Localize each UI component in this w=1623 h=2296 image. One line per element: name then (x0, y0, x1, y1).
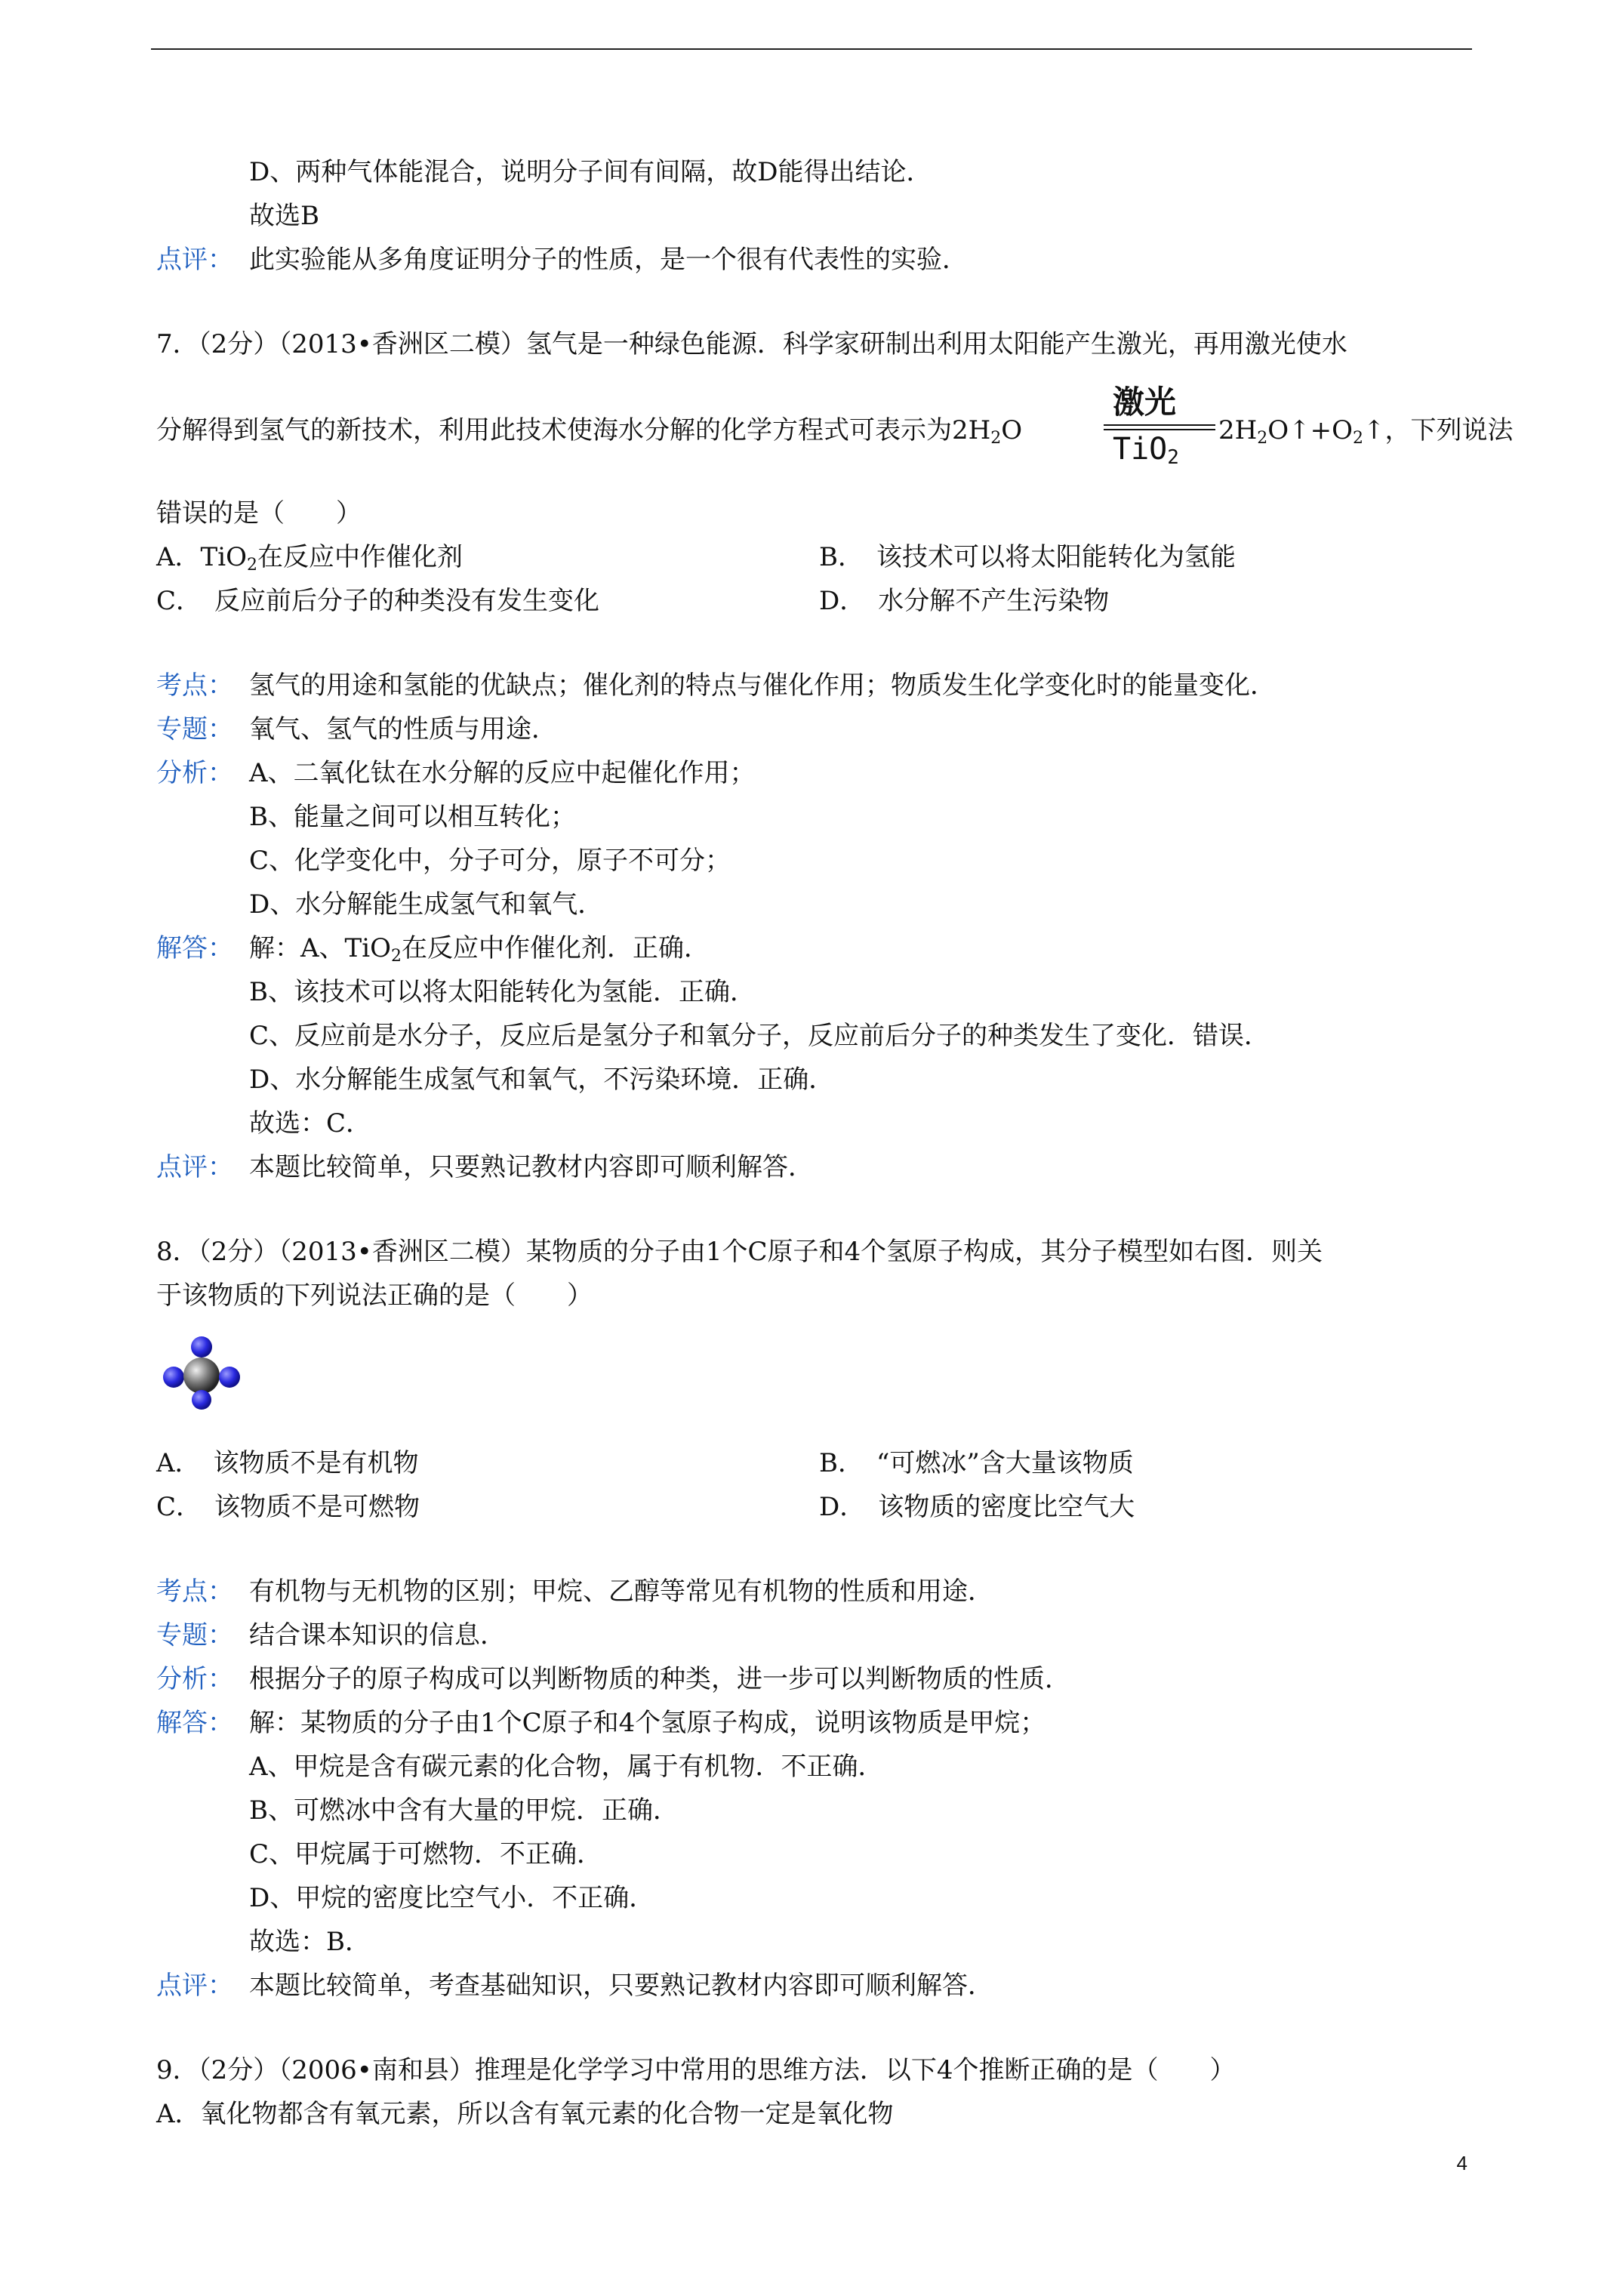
q8-option-a: A． 该物质不是有机物 (156, 1448, 419, 1478)
q7-jieda-line: C、反应前是水分子，反应后是氢分子和氧分子，反应前后分子的种类发生了变化．错误． (249, 1021, 1270, 1051)
q8-stem-line1: 8．（2分）（2013•香洲区二模）某物质的分子由1个C原子和4个氢原子构成，其分子模型如右图．则关 (156, 1237, 1323, 1267)
condition-laser: 激光 (1113, 384, 1177, 421)
q7-fenxi-line: C、化学变化中，分子可分，原子不可分； (249, 846, 731, 876)
q7-option-d: D． 水分解不产生污染物 (819, 586, 1110, 616)
q7-jieda-line: 解：A、TiO$_2$在反应中作催化剂．正确． (249, 933, 710, 966)
q7-stem-line1: 7．（2分）（2013•香洲区二模）氢气是一种绿色能源．科学家研制出利用太阳能产生激光，再用激光使水 (156, 329, 1347, 359)
q7-dianping: 本题比较简单，只要熟记教材内容即可顺利解答． (249, 1152, 814, 1182)
q7-kaodian: 氢气的用途和氢能的优缺点；催化剂的特点与催化作用；物质发生化学变化时的能量变化． (249, 670, 1276, 701)
hydrogen-atom (163, 1367, 184, 1388)
q8-jieda-line: D、甲烷的密度比空气小．不正确． (249, 1883, 655, 1913)
q6-option-d-analysis: D、两种气体能混合，说明分子间有间隔，故D能得出结论． (249, 157, 932, 187)
q8-jieda-line: 故选：B． (249, 1927, 371, 1957)
q7-stem-line3: 错误的是（ ） (156, 498, 362, 529)
header-rule (151, 48, 1472, 50)
q7-jieda-label: 解答： (156, 933, 233, 963)
condition-catalyst: TiO$_2$ (1113, 432, 1179, 469)
q9-stem: 9．（2分）（2006•南和县）推理是化学学习中常用的思维方法．以下4个推断正确的是（ ） (156, 2055, 1236, 2085)
q6-answer: 故选B (249, 201, 319, 231)
hydrogen-atom (191, 1336, 212, 1358)
page-number: 4 (1456, 2152, 1467, 2174)
q7-option-a: A．TiO$_2$在反应中作催化剂 (156, 542, 463, 575)
reaction-arrow-bar-2 (1104, 429, 1215, 430)
q9-option-a: A．氧化物都含有氧元素，所以含有氧元素的化合物一定是氧化物 (156, 2099, 894, 2129)
q7-jieda-line: D、水分解能生成氢气和氧气，不污染环境．正确． (249, 1065, 835, 1095)
q8-fenxi: 根据分子的原子构成可以判断物质的种类，进一步可以判断物质的性质． (249, 1664, 1070, 1694)
q7-jieda-line: 故选：C． (249, 1108, 372, 1139)
q7-fenxi-line: A、二氧化钛在水分解的反应中起催化作用； (249, 758, 756, 788)
q6-comment-text: 此实验能从多角度证明分子的性质，是一个很有代表性的实验． (249, 245, 968, 275)
q8-dianping: 本题比较简单，考查基础知识，只要熟记教材内容即可顺利解答． (249, 1971, 993, 2001)
q6-comment (156, 243, 233, 276)
reaction-arrow-bar (1104, 424, 1215, 426)
q7-fenxi-line: D、水分解能生成氢气和氧气． (249, 889, 604, 920)
q8-fenxi-label: 分析： (156, 1664, 233, 1694)
q7-fenxi-label: 分析： (156, 758, 233, 788)
hydrogen-atom (192, 1390, 211, 1410)
methane-molecule-model (160, 1335, 243, 1410)
q7-zhuanti: 氧气、氢气的性质与用途． (249, 714, 557, 744)
q7-stem-line2-end: $2H_2O↑+O_2↑$，下列说法 (1218, 415, 1514, 448)
q8-jieda-line: 解：某物质的分子由1个C原子和4个氢原子构成，说明该物质是甲烷； (249, 1708, 1046, 1738)
carbon-atom (183, 1358, 220, 1394)
q7-kaodian-label: 考点： (156, 670, 233, 701)
q7-fenxi-line: B、能量之间可以相互转化； (249, 802, 576, 832)
q7-jieda-line: B、该技术可以将太阳能转化为氢能．正确． (249, 977, 756, 1007)
q7-option-c: C． 反应前后分子的种类没有发生变化 (156, 586, 600, 616)
reaction-condition (1104, 378, 1217, 476)
comment-label: 点评： (156, 245, 233, 275)
q8-option-b: B． “可燃冰”含大量该物质 (819, 1448, 1134, 1478)
q7-zhuanti-label: 专题： (156, 714, 233, 744)
q8-zhuanti-label: 专题： (156, 1620, 233, 1650)
q8-option-d: D． 该物质的密度比空气大 (819, 1492, 1135, 1522)
q8-jieda-line: C、甲烷属于可燃物．不正确． (249, 1839, 603, 1869)
q8-option-c: C． 该物质不是可燃物 (156, 1492, 420, 1522)
hydrogen-atom (219, 1367, 240, 1388)
q8-dianping-label: 点评： (156, 1971, 233, 2001)
q8-stem-line2: 于该物质的下列说法正确的是（ ） (156, 1281, 593, 1311)
q7-dianping-label: 点评： (156, 1152, 233, 1182)
q8-jieda-label: 解答： (156, 1708, 233, 1738)
q8-jieda-line: B、可燃冰中含有大量的甲烷．正确． (249, 1795, 679, 1826)
q8-kaodian-label: 考点： (156, 1576, 233, 1607)
q7-stem-line2-start: 分解得到氢气的新技术，利用此技术使海水分解的化学方程式可表示为$2H_2O$ (156, 415, 1023, 448)
q7-option-b: B． 该技术可以将太阳能转化为氢能 (819, 542, 1236, 572)
q8-kaodian: 有机物与无机物的区别；甲烷、乙醇等常见有机物的性质和用途． (249, 1576, 993, 1607)
q8-zhuanti: 结合课本知识的信息． (249, 1620, 506, 1650)
q8-jieda-line: A、甲烷是含有碳元素的化合物，属于有机物．不正确． (249, 1752, 884, 1782)
